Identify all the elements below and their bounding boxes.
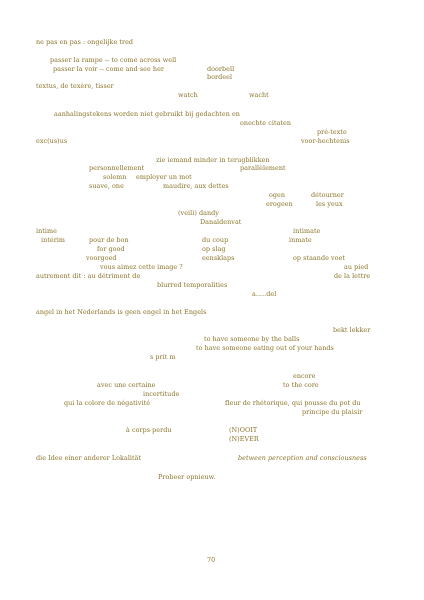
text-line: aanhalingstekens worden niet gebruikt bij gedachten en [54,110,240,118]
text-line: (N)OOIT [229,426,258,434]
text-line: à corps perdu [126,426,172,434]
text-line: inmate [289,236,312,244]
text-line: blurred temporalities [157,281,228,289]
text-line: voorgoed [86,254,117,262]
text-line: (veili) dandy [178,209,219,217]
text-line: pour de bon [89,236,129,244]
text-line: au pied [344,263,369,271]
text-line: exc(us)us [36,137,68,145]
text-line: for good [97,245,125,253]
text-line: détourner [311,191,344,199]
text-line: principe du plaisir [302,408,363,416]
text-line: op staande voet [293,254,346,262]
text-line: ogen [269,191,286,199]
text-line: parallèlement [240,164,286,172]
text-line: passer la voir -- come and see her [53,65,165,73]
text-line: personnellement [89,164,145,172]
text-line: ne pas en pas : ongelijke tred [36,38,134,46]
text-line: erogeen [266,200,293,208]
text-line: Probeer opnieuw. [158,473,216,481]
text-line: doorbell [207,65,235,73]
text-line: onechte citaten [240,119,292,127]
text-line: encore [293,372,316,380]
page-number: 70 [207,556,216,564]
text-line: les yeux [316,200,343,208]
text-line: intime [36,227,57,235]
text-line: avec une certaine [97,381,156,389]
text-line: passer la rampe -- to come across well [50,56,177,64]
text-line: Danaïdenvat [200,218,242,226]
text-line: to have someone by the balls [204,335,300,343]
text-line: vous aimez cette image ? [100,263,183,271]
text-line: (N)EVER [229,435,259,443]
text-line: s prit m [150,353,176,361]
text-line: fleur de rhétorique, qui pousse du pot du [225,399,361,407]
text-line: to have someone eating out of your hands [196,344,334,352]
text-line: textus, de texère, tisser [36,82,114,90]
text-line: autrement dit : au détriment de [36,272,141,280]
text-line: qui la colore de négativité [64,399,151,407]
text-line: de la lettre [334,272,371,280]
text-line: pré-texte [317,128,347,136]
text-line: wacht [249,91,269,99]
text-line: zie iemand minder in terugblikken [156,156,270,164]
text-line: incertitude [143,390,180,398]
text-line: op slag [202,245,226,253]
text-line: du coup [202,236,229,244]
text-line: eensklaps [202,254,235,262]
text-line: angel in het Nederlands is geen engel in het Engels [36,308,207,316]
text-line: suave, one [89,182,124,190]
text-line: bekt lekker [333,326,371,334]
text-line: watch [178,91,198,99]
text-line: voor-hechtenis [301,137,350,145]
text-line: to the core [283,381,319,389]
text-line: employer un mot [136,173,192,181]
text-line: intérim [41,236,66,244]
text-line: bordeel [207,73,233,81]
text-line: maudire, aux dettes [163,182,229,190]
text-line: intimate [293,227,321,235]
text-line: between perception and consciousness [238,454,367,462]
text-line: solemn [103,173,127,181]
text-line: die Idee einer anderer Lokalität [36,454,142,462]
text-line: a.....del [252,290,277,298]
